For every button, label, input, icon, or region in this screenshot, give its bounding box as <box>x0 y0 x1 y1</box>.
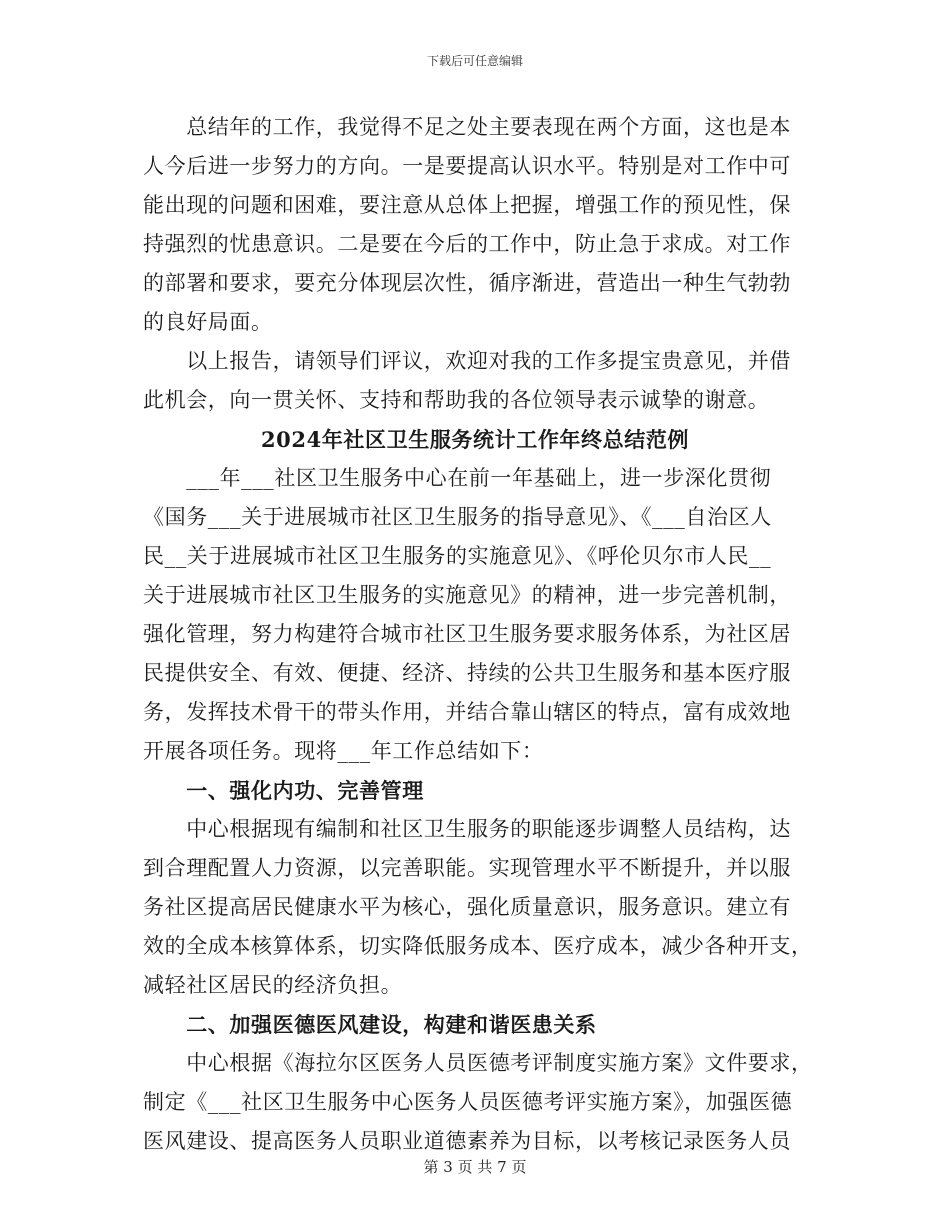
text-line: 《国务___关于进展城市社区卫生服务的指导意见》、《___自治区人 <box>143 505 772 529</box>
text-line: 以上报告，请领导们评议，欢迎对我的工作多提宝贵意见，并借 <box>143 349 791 373</box>
text-line: 的良好局面。 <box>143 310 273 334</box>
text-line: 效的全成本核算体系，切实降低服务成本、医疗成本，减少各种开支， <box>143 934 813 958</box>
text-line: 民__关于进展城市社区卫生服务的实施意见》、《呼伦贝尔市人民__ <box>143 544 772 568</box>
text-line: ___年___社区卫生服务中心在前一年基础上，进一步深化贯彻 <box>143 466 772 490</box>
section-heading: 一、强化内功、完善管理 <box>143 778 424 803</box>
page-footer: 第 3 页 共 7 页 <box>423 1158 527 1176</box>
text-line: 务，发挥技术骨干的带头作用，并结合靠山辖区的特点，富有成效地 <box>143 700 791 724</box>
text-line: 制定《___社区卫生服务中心医务人员医德考评实施方案》，加强医德 <box>143 1090 793 1114</box>
text-line: 强化管理，努力构建符合城市社区卫生服务要求服务体系，为社区居 <box>143 622 791 646</box>
text-line: 减轻社区居民的经济负担。 <box>143 973 403 997</box>
text-line: 持强烈的忧患意识。二是要在今后的工作中，防止急于求成。对工作 <box>143 232 791 256</box>
text-line: 能出现的问题和困难，要注意从总体上把握，增强工作的预见性，保 <box>143 193 791 217</box>
text-line: 中心根据《海拉尔区医务人员医德考评制度实施方案》文件要求， <box>143 1051 813 1075</box>
text-line: 此机会，向一贯关怀、支持和帮助我的各位领导表示诚挚的谢意。 <box>143 388 770 412</box>
text-line: 人今后进一步努力的方向。一是要提高认识水平。特别是对工作中可 <box>143 154 791 178</box>
text-line: 中心根据现有编制和社区卫生服务的职能逐步调整人员结构，达 <box>143 817 791 841</box>
text-line: 关于进展城市社区卫生服务的实施意见》的精神，进一步完善机制， <box>143 583 791 607</box>
section-title: 2024年社区卫生服务统计工作年终总结范例 <box>260 427 690 452</box>
text-line: 民提供安全、有效、便捷、经济、持续的公共卫生服务和基本医疗服 <box>143 661 791 685</box>
text-line: 总结年的工作，我觉得不足之处主要表现在两个方面，这也是本 <box>143 115 791 139</box>
text-line: 务社区提高居民健康水平为核心，强化质量意识，服务意识。建立有 <box>143 895 791 919</box>
section-heading: 二、加强医德医风建设，构建和谐医患关系 <box>143 1012 597 1037</box>
text-line: 的部署和要求，要充分体现层次性，循序渐进，营造出一种生气勃勃 <box>143 271 791 295</box>
text-line: 医风建设、提高医务人员职业道德素养为目标，以考核记录医务人员 <box>143 1129 791 1153</box>
text-line: 到合理配置人力资源，以完善职能。实现管理水平不断提升，并以服 <box>143 856 791 880</box>
document-body <box>143 108 813 1161</box>
text-line: 开展各项任务。现将___年工作总结如下： <box>143 739 544 763</box>
page-header: 下载后可任意编辑 <box>426 54 523 68</box>
